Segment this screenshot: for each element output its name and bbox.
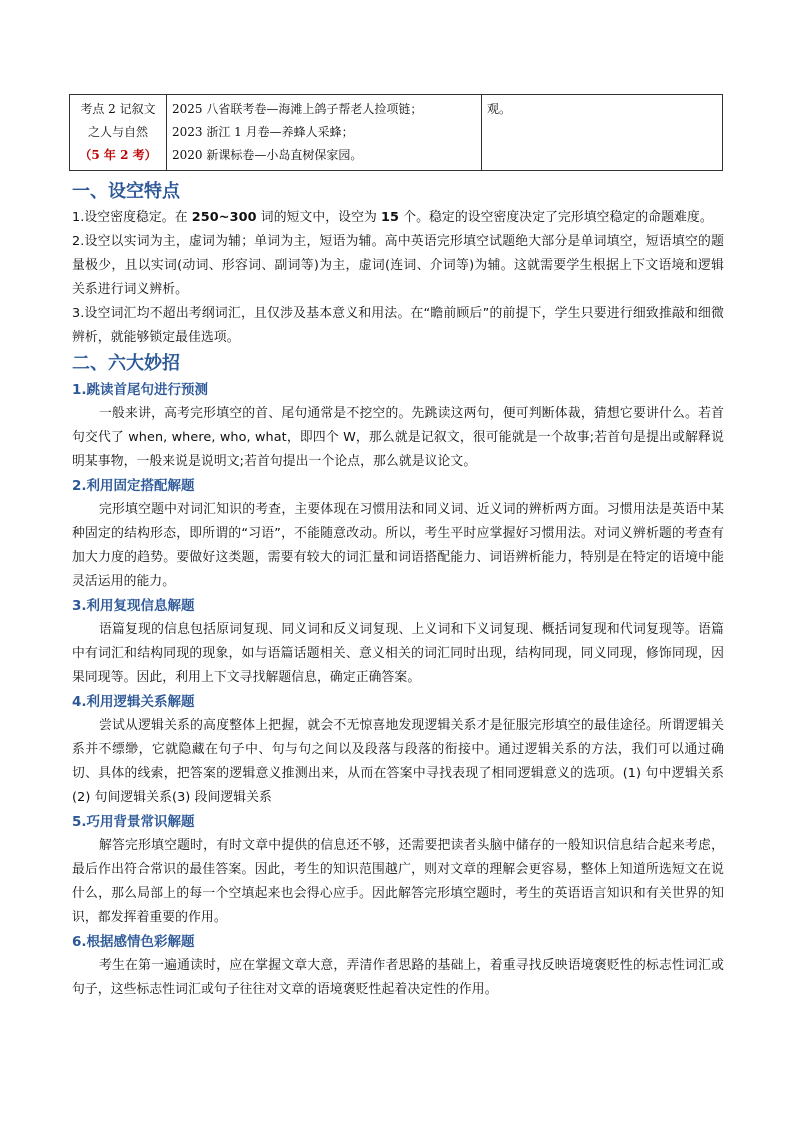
tip-heading-5: 5.巧用背景常识解题 [72,814,195,830]
tip-heading-4: 4.利用逻辑关系解题 [72,694,195,710]
blank-count: 15 [381,210,400,225]
topic-table [69,94,723,171]
tip-body-6: 考生在第一遍通读时，应在掌握文章大意，弄清作者思路的基础上，着重寻找反映语境褒贬性的标志性词汇或句子，这些标志性词汇或句子往往对文章的语境褒贬性起着决定性的作用。 [72,958,724,997]
exam-list-cell [167,95,482,171]
word-range: 250~300 [191,210,257,225]
tip-heading-2: 2.利用固定搭配解题 [72,478,195,494]
section-title-features: 一、设空特点 [72,181,180,202]
tip-body-5: 解答完形填空题时，有时文章中提供的信息还不够，还需要把读者头脑中储存的一般知识信息结合起来考虑，最后作出符合常识的最佳答案。因此，考生的知识范围越广，则对文章的理解会更容易，整体上知道所选短文在说什么，那么局部上的每一个空填起来也会得心应手。因此解答完形填空题时，考生的英语语言知识和有关世界的知识，都发挥着重要的作用。 [72,838,724,925]
tip-heading-3: 3.利用复现信息解题 [72,598,195,614]
text-run: 个。稳定的设空密度决定了完形填空稳定的命题难度。 [399,210,713,225]
topic-label: 考点 2 记叙文 [80,102,156,116]
tip-body-2: 完形填空题中对词汇知识的考查，主要体现在习惯用法和同义词、近义词的辨析两方面。习惯用法是英语中某种固定的结构形态，即所谓的“习语”，不能随意改动。所以，考生平时应掌握好习惯用法。对词义辨析题的考查有加大力度的趋势。要做好这类题，需要有较大的词汇量和词语搭配能力、词语辨析能力，特别是在特定的语境中能灵活运用的能力。 [72,502,724,589]
tip-body-3: 语篇复现的信息包括原词复现、同义词和反义词复现、上义词和下义词复现、概括词复现和代词复现等。语篇中有词汇和结构同现的现象，如与语篇话题相关、意义相关的词汇同时出现，结构同现，同义同现，修饰同现，因果同现等。因此，利用上下文寻找解题信息，确定正确答案。 [72,622,724,685]
section-title-tips: 二、六大妙招 [72,353,180,374]
tip-heading-1: 1.跳读首尾句进行预测 [72,382,209,398]
tip-heading-6: 6.根据感情色彩解题 [72,934,195,950]
feature-paragraph-1 [72,206,724,230]
topic-cell [70,95,167,171]
tip-body-4: 尝试从逻辑关系的高度整体上把握，就会不无惊喜地发现逻辑关系才是征服完形填空的最佳途径。所谓逻辑关系并不缥缈，它就隐藏在句子中、句与句之间以及段落与段落的衔接中。通过逻辑关系的方法，我们可以通过确切、具体的线索，把答案的逻辑意义推测出来，从而在答案中寻找表现了相同逻辑意义的选项。(1) 句中逻辑关系(2) 句间逻辑关系(3) 段间逻辑关系 [72,718,724,805]
feature-paragraph-2: 2.设空以实词为主，虚词为辅；单词为主，短语为辅。高中英语完形填空试题绝大部分是单词填空，短语填空的题量极少，且以实词(动词、形容词、副词等)为主，虚词(连词、介词等)为辅。这就需要学生根据上下文语境和逻辑关系进行词义辨析。 [72,234,724,297]
topic-frequency: （5 年 2 考） [79,148,157,162]
table-row [70,95,723,171]
exam-item: 2023 浙江 1 月卷—养蜂人采蜂； [172,125,354,139]
text-run: 词的短文中，设空为 [256,210,382,225]
feature-paragraph-3: 3.设空词汇均不超出考纲词汇，且仅涉及基本意义和用法。在“瞻前顾后”的前提下，学生只要进行细致推敲和细微辨析，就能够锁定最佳选项。 [72,306,724,345]
topic-name: 之人与自然 [87,125,148,139]
main-content [72,178,724,1002]
note-cell [482,95,723,171]
exam-item: 2020 新课标卷—小岛直树保家园。 [172,148,363,162]
note-text: 观。 [487,102,512,116]
text-run: 1.设空密度稳定。在 [72,210,192,225]
exam-item: 2025 八省联考卷—海滩上鸽子帮老人捡项链； [172,102,423,116]
tip-body-1: 一般来讲，高考完形填空的首、尾句通常是不挖空的。先跳读这两句，便可判断体裁，猜想它要讲什么。若首句交代了 when, where, who, what，即四个 W，那么就是记叙文，很可能就是一个故事;若首句是提出或解释说明某事物，一般来说是说明文;若首句提出一个论点，那么就是议论文。 [72,406,724,469]
